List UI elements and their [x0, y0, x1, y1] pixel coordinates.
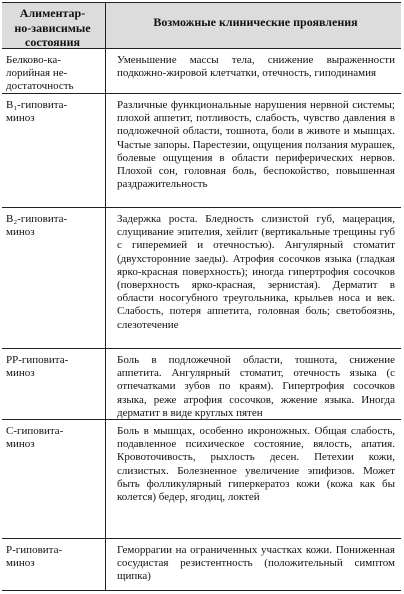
table-header — [2, 3, 401, 49]
row-manifestations: Различные функциональные нарушения нервной системы; плохой аппетит, потливость, слабость, чувство давления в подложечной области, тошнота, боли в животе и мышцах. Частые запоры. Парестезии, ощущения ползания мурашек, болевые ощущения в области периферических нервов. Плохой сон, головная боль, беспокойство, повышенная раздражительность — [117, 99, 395, 191]
row-condition: PP-гиповита- миноз — [6, 354, 69, 380]
row-condition: B₂-гиповита- миноз — [6, 213, 68, 239]
row-manifestations: Боль в подложечной области, тошнота, снижение аппетита. Ангулярный стоматит, отечность языка (с отпечатками зубов по краям). Гипертрофия сосочков языка, реже атрофия сосочков, жжение языка. Иногда дерматит в виде круглых пятен — [117, 354, 395, 419]
row-condition: Белково-ка- лорийная не- достаточность — [6, 54, 74, 93]
row-condition: C-гиповита- миноз — [6, 425, 64, 451]
table-row — [2, 94, 401, 207]
row-condition: B₁-гиповита- миноз — [6, 99, 68, 125]
row-manifestations: Уменьшение массы тела, снижение выраженности подкожно-жировой клетчатки, отечность, гиподинамия — [117, 54, 395, 80]
table-row — [2, 49, 401, 93]
table-row — [2, 420, 401, 538]
header-manifestations: Возможные клинические проявления — [153, 15, 358, 29]
row-manifestations: Задержка роста. Бледность слизистой губ, мацерация, слущивание эпителия, хейлит (вертикальные трещины губ с гиперемией и отечностью). Ангулярный стоматит (двухсторонние заеды). Атрофия сосочков языка (гладкая ярко-красная поверхность); иногда гипертрофия сосочков (поверхность ярко-красная, зернистая). Дерматит в области носогубного треугольника, крыльев носа и век. Слабость, потеря аппетита, головная боль; светобоязнь, слезотечение — [117, 213, 395, 331]
table-row — [2, 349, 401, 419]
table-row — [2, 539, 401, 591]
row-manifestations: Боль в мышцах, особенно икроножных. Общая слабость, подавленное психическое состояние, вялость, апатия. Кровоточивость, рыхлость десен. Петехии кожи, слизистых. Болезненное увеличение эпифизов. Может быть фолликулярный гиперкератоз кожи (кожа как бы колется) бедер, ягодиц, локтей — [117, 425, 395, 504]
table-row — [2, 208, 401, 348]
row-manifestations: Геморрагии на ограниченных участках кожи. Пониженная сосудистая резистентность (положительный симптом щипка) — [117, 544, 395, 583]
row-condition: P-гиповита- миноз — [6, 544, 63, 570]
header-condition: Алиментар- но-зависимые состояния — [14, 6, 91, 49]
clinical-manifestations-table — [2, 2, 401, 591]
